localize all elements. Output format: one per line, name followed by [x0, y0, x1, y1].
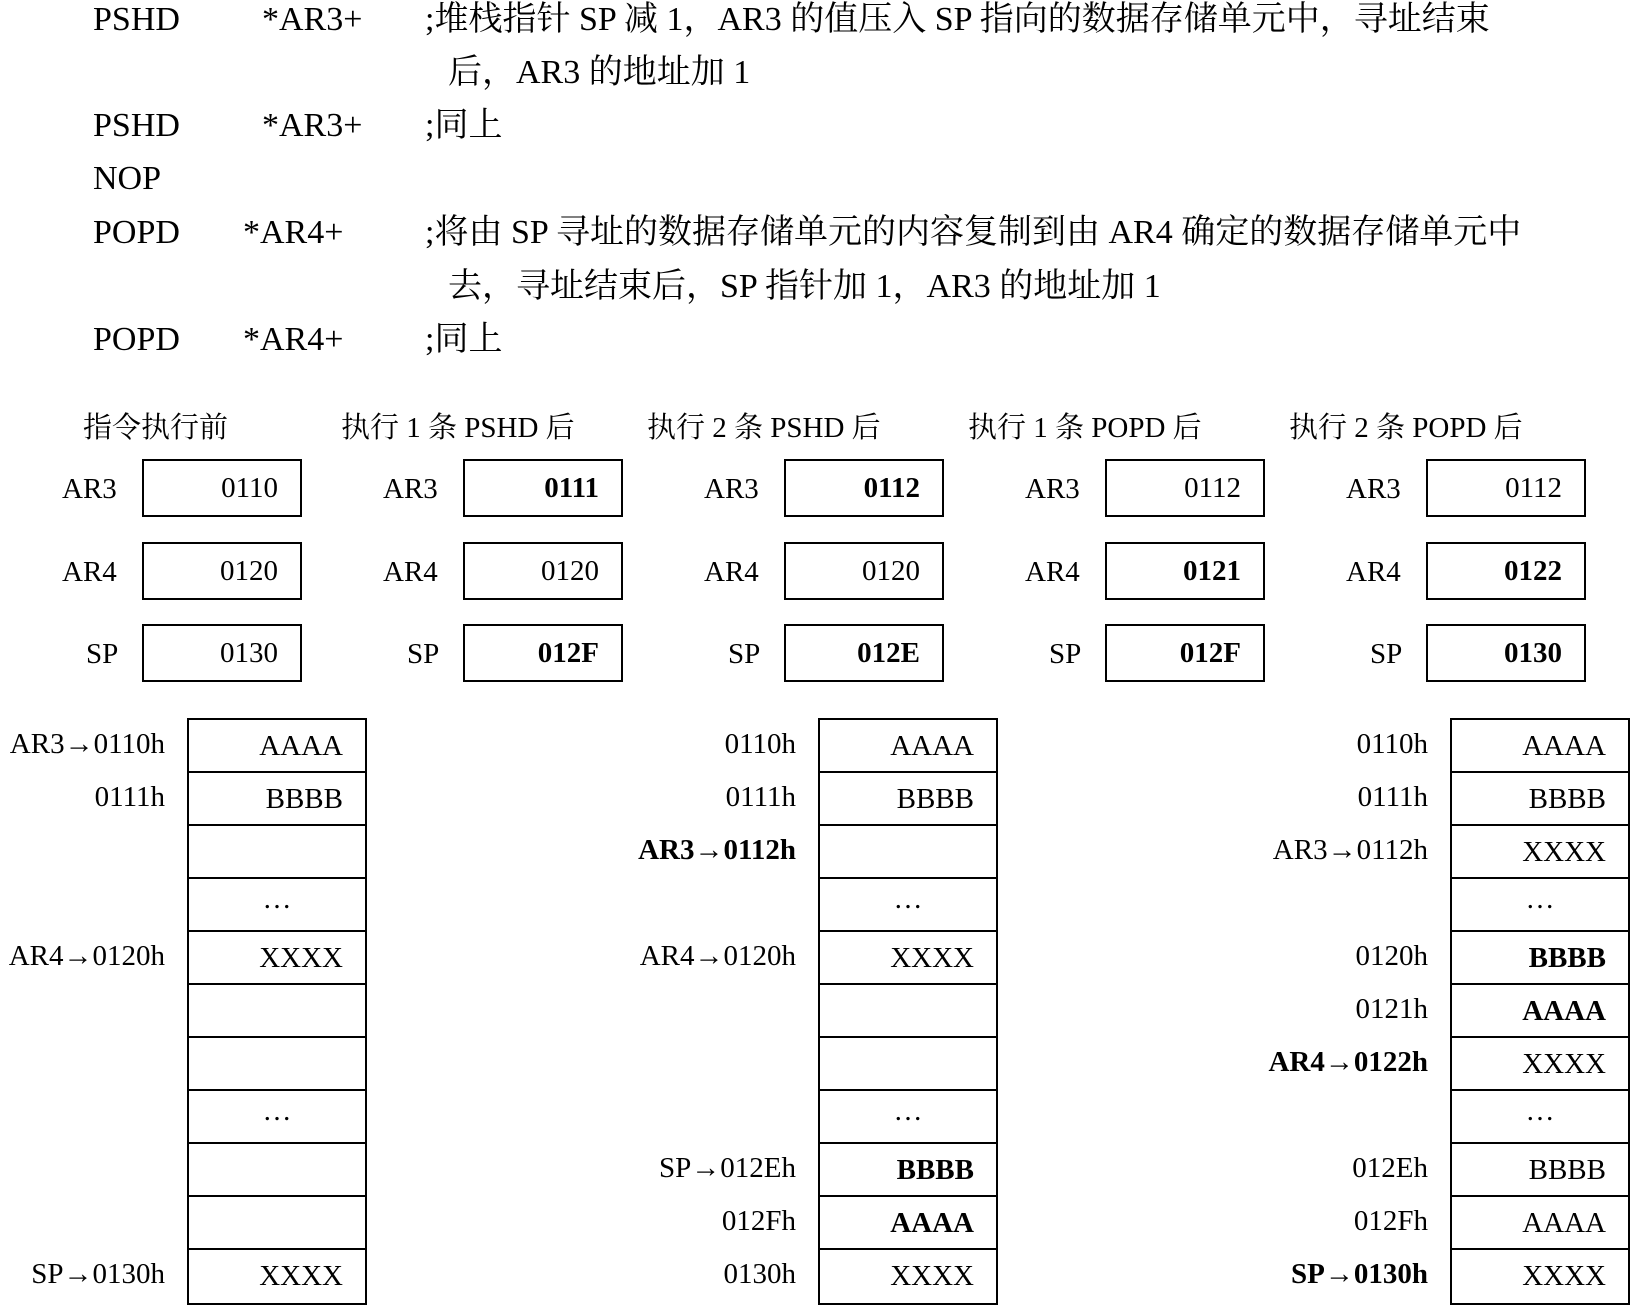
memory-cell — [820, 985, 996, 1038]
register-box-ar4: 0120 — [784, 542, 944, 600]
memory-cell: XXXX — [1522, 1260, 1606, 1292]
memory-cell — [820, 826, 996, 879]
memory-cell: BBBB — [1452, 932, 1628, 985]
register-label: AR4 — [704, 556, 759, 588]
register-label: AR3 — [1346, 473, 1401, 505]
register-box-sp: 0130 — [142, 624, 302, 682]
register-box-ar3: 0110 — [142, 459, 302, 517]
register-label: SP — [1370, 638, 1403, 670]
memory-cell: BBBB — [1452, 773, 1628, 826]
register-box-ar4: 0120 — [142, 542, 302, 600]
register-box-ar3: 0112 — [1426, 459, 1586, 517]
code-comment-cont: 后，AR3 的地址加 1 — [448, 54, 751, 91]
memory-cell: … — [820, 879, 996, 932]
register-box-ar3: 0111 — [463, 459, 623, 517]
memory-cell: … — [189, 879, 365, 932]
code-comment: ;堆栈指针 SP 减 1，AR3 的值压入 SP 指向的数据存储单元中，寻址结束 — [425, 1, 1490, 38]
memory-cell: XXXX — [189, 932, 365, 985]
memory-address-label: AR3→0110h — [9, 728, 165, 760]
memory-cell: BBBB — [1452, 1144, 1628, 1197]
memory-cell — [189, 826, 365, 879]
memory-address-label: 0111h — [94, 781, 165, 813]
stage-title: 执行 1 条 POPD 后 — [968, 412, 1202, 444]
register-label: AR3 — [1025, 473, 1080, 505]
memory-cell: AAAA — [1452, 1197, 1628, 1250]
memory-cell: AAAA — [189, 720, 365, 773]
register-label: AR4 — [62, 556, 117, 588]
register-box-sp: 012F — [1105, 624, 1265, 682]
memory-cell — [189, 985, 365, 1038]
memory-address-label: AR3→0112h — [1272, 834, 1428, 866]
memory-table — [1450, 718, 1630, 1305]
register-label: SP — [407, 638, 440, 670]
register-box-sp: 012F — [463, 624, 623, 682]
code-comment: ;将由 SP 寻址的数据存储单元的内容复制到由 AR4 确定的数据存储单元中 — [425, 214, 1522, 251]
memory-cell: XXXX — [820, 932, 996, 985]
memory-address-label: AR3→0112h — [638, 834, 796, 866]
memory-cell — [189, 1197, 365, 1250]
memory-address-label: 012Fh — [721, 1205, 796, 1237]
stage-title: 执行 2 条 PSHD 后 — [647, 412, 881, 444]
register-box-ar4: 0120 — [463, 542, 623, 600]
register-label: SP — [86, 638, 119, 670]
memory-cell: BBBB — [820, 1144, 996, 1197]
code-op: NOP — [93, 160, 162, 197]
memory-address-label: AR4→0120h — [639, 940, 796, 972]
memory-cell: … — [189, 1091, 365, 1144]
register-box-sp: 0130 — [1426, 624, 1586, 682]
memory-address-label: 0120h — [1355, 940, 1428, 972]
memory-cell — [189, 1144, 365, 1197]
memory-address-label: AR4→0120h — [8, 940, 165, 972]
memory-address-label: AR4→0122h — [1268, 1046, 1428, 1078]
memory-address-label: SP→012Eh — [659, 1152, 796, 1184]
stage-title: 执行 2 条 POPD 后 — [1289, 412, 1523, 444]
memory-address-label: SP→0130h — [1291, 1258, 1428, 1290]
code-op: POPD — [93, 214, 180, 251]
memory-address-label: 0130h — [723, 1258, 796, 1290]
memory-cell: … — [1452, 1091, 1628, 1144]
code-comment: ;同上 — [425, 107, 503, 144]
stage-title: 执行 1 条 PSHD 后 — [341, 412, 575, 444]
memory-cell: AAAA — [1452, 985, 1628, 1038]
memory-address-label: 0110h — [724, 728, 796, 760]
memory-cell: AAAA — [1452, 720, 1628, 773]
memory-cell: XXXX — [259, 1260, 343, 1292]
memory-cell — [820, 1038, 996, 1091]
code-comment-cont: 去，寻址结束后，SP 指针加 1，AR3 的地址加 1 — [448, 268, 1161, 305]
memory-cell: XXXX — [1452, 1038, 1628, 1091]
memory-address-label: 012Eh — [1352, 1152, 1428, 1184]
memory-cell: XXXX — [1452, 826, 1628, 879]
code-op: PSHD — [93, 107, 180, 144]
memory-address-label: 012Fh — [1353, 1205, 1428, 1237]
register-label: SP — [728, 638, 761, 670]
register-label: AR3 — [62, 473, 117, 505]
register-label: AR3 — [704, 473, 759, 505]
code-comment: ;同上 — [425, 321, 503, 358]
code-arg: *AR4+ — [243, 321, 344, 358]
memory-cell: AAAA — [820, 720, 996, 773]
stage-title: 指令执行前 — [83, 412, 229, 444]
memory-cell: XXXX — [890, 1260, 974, 1292]
register-label: AR4 — [1025, 556, 1080, 588]
register-box-ar3: 0112 — [1105, 459, 1265, 517]
memory-address-label: 0110h — [1356, 728, 1428, 760]
register-label: AR4 — [383, 556, 438, 588]
memory-address-label: 0121h — [1355, 993, 1428, 1025]
memory-table — [187, 718, 367, 1305]
register-box-ar4: 0121 — [1105, 542, 1265, 600]
memory-address-label: 0111h — [725, 781, 796, 813]
memory-cell: BBBB — [820, 773, 996, 826]
register-label: AR3 — [383, 473, 438, 505]
register-label: AR4 — [1346, 556, 1401, 588]
memory-cell: BBBB — [189, 773, 365, 826]
register-label: SP — [1049, 638, 1082, 670]
memory-cell: … — [820, 1091, 996, 1144]
memory-cell: … — [1452, 879, 1628, 932]
code-op: POPD — [93, 321, 180, 358]
register-box-ar3: 0112 — [784, 459, 944, 517]
memory-address-label: SP→0130h — [31, 1258, 165, 1290]
memory-cell — [189, 1038, 365, 1091]
code-op: PSHD — [93, 1, 180, 38]
code-arg: *AR3+ — [262, 1, 363, 38]
memory-address-label: 0111h — [1357, 781, 1428, 813]
register-box-sp: 012E — [784, 624, 944, 682]
register-box-ar4: 0122 — [1426, 542, 1586, 600]
memory-table — [818, 718, 998, 1305]
memory-cell: AAAA — [820, 1197, 996, 1250]
code-arg: *AR3+ — [262, 107, 363, 144]
code-arg: *AR4+ — [243, 214, 344, 251]
